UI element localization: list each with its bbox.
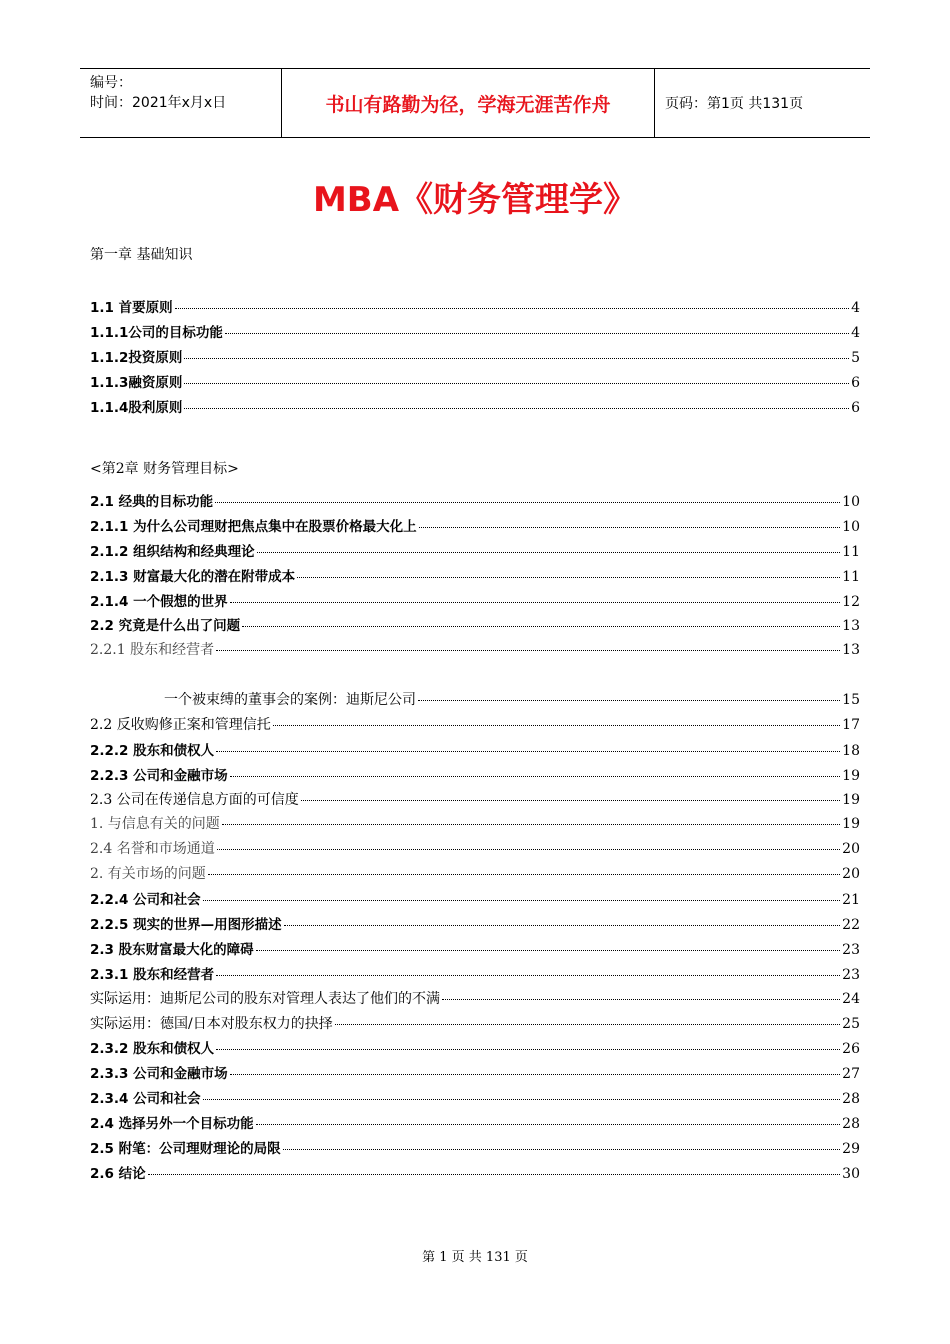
toc-leader-dots <box>203 1099 841 1100</box>
toc-entry-page: 30 <box>842 1165 860 1182</box>
header-table <box>80 68 870 138</box>
toc-entry-page: 19 <box>842 767 860 784</box>
chapter-2-heading: <第2章 财务管理目标> <box>90 461 239 477</box>
toc-entry-page: 11 <box>842 543 860 560</box>
toc-entry-page: 12 <box>842 593 860 610</box>
toc-leader-dots <box>148 1174 841 1175</box>
toc-entry-page: 20 <box>842 841 860 858</box>
toc-leader-dots <box>256 1124 841 1125</box>
toc-entry-label: 2.3 股东财富最大化的障碍 <box>90 941 254 958</box>
toc-entry-label: 2.1.4 一个假想的世界 <box>90 593 228 610</box>
toc-entry-page: 19 <box>842 816 860 833</box>
toc-entry[interactable] <box>90 1112 860 1137</box>
toc-entry[interactable] <box>90 1037 860 1062</box>
toc-leader-dots <box>283 1149 841 1150</box>
toc-entry-label: 2.3 公司在传递信息方面的可信度 <box>90 791 299 808</box>
toc-chapter-1 <box>90 296 860 420</box>
toc-entry[interactable] <box>90 789 860 814</box>
toc-leader-dots <box>184 358 849 359</box>
toc-entry-label: 2.3.4 公司和社会 <box>90 1091 201 1108</box>
toc-entry[interactable] <box>90 1087 860 1112</box>
toc-entry[interactable] <box>90 963 860 988</box>
toc-leader-dots <box>222 824 840 825</box>
toc-entry-page: 19 <box>842 791 860 808</box>
toc-entry-page: 24 <box>842 990 860 1007</box>
toc-leader-dots <box>230 602 841 603</box>
toc-entry[interactable] <box>90 764 860 789</box>
toc-chapter-2 <box>90 490 860 664</box>
toc-entry-page: 26 <box>842 1041 860 1058</box>
toc-entry[interactable] <box>90 590 860 615</box>
toc-entry-label: 1.1.3融资原则 <box>90 374 183 391</box>
toc-entry[interactable] <box>90 1062 860 1087</box>
header-motto: 书山有路勤为径，学海无涯苦作舟 <box>282 69 655 137</box>
document-title: MBA《财务管理学》 <box>312 180 638 220</box>
toc-entry-page: 6 <box>851 399 860 416</box>
toc-leader-dots <box>335 1024 840 1025</box>
toc-leader-dots <box>216 1049 840 1050</box>
toc-entry-label: 2.1.2 组织结构和经典理论 <box>90 543 255 560</box>
toc-leader-dots <box>208 874 840 875</box>
toc-leader-dots <box>184 383 849 384</box>
toc-entry-page: 21 <box>842 892 860 909</box>
toc-entry[interactable] <box>90 346 860 371</box>
toc-entry-page: 4 <box>851 300 860 316</box>
toc-entry[interactable] <box>90 888 860 913</box>
toc-entry-page: 28 <box>842 1091 860 1108</box>
toc-entry-page: 5 <box>851 349 860 366</box>
toc-entry[interactable] <box>90 1137 860 1162</box>
toc-entry-label: 1. 与信息有关的问题 <box>90 816 220 833</box>
toc-entry-label: 1.1.4股利原则 <box>90 399 183 416</box>
toc-entry[interactable] <box>90 371 860 396</box>
toc-leader-dots <box>175 308 849 309</box>
toc-entry-label: 2.6 结论 <box>90 1165 146 1182</box>
toc-entry[interactable] <box>90 714 860 739</box>
toc-entry-label: 2.2 反收购修正案和管理信托 <box>90 716 271 733</box>
toc-entry[interactable] <box>90 296 860 321</box>
toc-entry-label: 2.1.1 为什么公司理财把焦点集中在股票价格最大化上 <box>90 518 417 535</box>
toc-entry-page: 6 <box>851 374 860 391</box>
toc-entry-label: 实际运用：迪斯尼公司的股东对管理人表达了他们的不满 <box>90 990 440 1007</box>
toc-entry-label: 2.1 经典的目标功能 <box>90 494 214 510</box>
page-footer: 第 1 页 共 131 页 <box>422 1250 528 1265</box>
toc-entry-label: 1.1 首要原则 <box>90 300 173 316</box>
toc-entry[interactable] <box>90 614 860 639</box>
toc-entry-page: 10 <box>842 494 860 510</box>
toc-entry[interactable] <box>90 639 860 664</box>
toc-entry[interactable] <box>90 689 860 714</box>
toc-entry[interactable] <box>90 863 860 888</box>
toc-leader-dots <box>419 527 841 528</box>
toc-entry-label: 2.2.1 股东和经营者 <box>90 642 215 659</box>
toc-entry-page: 13 <box>842 618 860 635</box>
toc-entry-label: 2. 有关市场的问题 <box>90 866 206 883</box>
toc-entry-label: 2.2 究竟是什么出了问题 <box>90 618 241 635</box>
toc-entry-page: 20 <box>842 866 860 883</box>
toc-leader-dots <box>257 552 841 553</box>
toc-chapter-2-continued <box>90 689 860 1187</box>
toc-entry[interactable] <box>90 739 860 764</box>
toc-entry-page: 29 <box>842 1141 860 1158</box>
toc-leader-dots <box>225 333 849 334</box>
toc-entry-page: 25 <box>842 1015 860 1032</box>
toc-entry-label: 实际运用：德国/日本对股东权力的抉择 <box>90 1015 333 1032</box>
toc-leader-dots <box>216 975 840 976</box>
toc-leader-dots <box>217 849 840 850</box>
toc-entry[interactable] <box>90 540 860 565</box>
toc-entry-page: 13 <box>842 642 860 659</box>
toc-entry[interactable] <box>90 913 860 938</box>
toc-leader-dots <box>256 950 841 951</box>
toc-entry-label: 2.2.4 公司和社会 <box>90 892 201 909</box>
toc-entry-label: 2.2.5 现实的世界—用图形描述 <box>90 917 282 934</box>
toc-entry-label: 1.1.1公司的目标功能 <box>90 324 223 341</box>
toc-entry-label: 2.3.1 股东和经营者 <box>90 966 215 983</box>
header-left-cell <box>80 69 282 137</box>
toc-leader-dots <box>297 577 840 578</box>
toc-entry-page: 17 <box>842 716 860 733</box>
toc-entry-label: 2.2.3 公司和金融市场 <box>90 767 228 784</box>
toc-entry-page: 27 <box>842 1066 860 1083</box>
toc-entry-label: 2.3.2 股东和债权人 <box>90 1041 215 1058</box>
toc-entry[interactable] <box>90 565 860 590</box>
toc-entry[interactable] <box>90 1162 860 1187</box>
toc-entry-page: 11 <box>842 568 860 585</box>
toc-leader-dots <box>273 725 840 726</box>
toc-leader-dots <box>230 776 841 777</box>
toc-entry-page: 28 <box>842 1116 860 1133</box>
toc-entry[interactable] <box>90 838 860 863</box>
toc-entry-label: 2.3.3 公司和金融市场 <box>90 1066 228 1083</box>
header-page-info: 页码：第1页 共131页 <box>665 96 804 112</box>
toc-entry-label: 2.4 选择另外一个目标功能 <box>90 1116 254 1133</box>
toc-entry-label: 2.2.2 股东和债权人 <box>90 742 215 759</box>
toc-entry[interactable] <box>90 988 860 1013</box>
toc-leader-dots <box>284 925 841 926</box>
toc-entry-label: 一个被束缚的董事会的案例：迪斯尼公司 <box>164 692 416 708</box>
toc-entry-page: 23 <box>842 941 860 958</box>
toc-entry[interactable] <box>90 515 860 540</box>
toc-entry-page: 10 <box>842 518 860 535</box>
toc-leader-dots <box>442 999 840 1000</box>
toc-leader-dots <box>230 1074 841 1075</box>
toc-leader-dots <box>216 751 840 752</box>
document-number-label: 编号： <box>90 75 132 91</box>
document-time-label: 时间：2021年x月x日 <box>90 95 227 111</box>
toc-entry[interactable] <box>90 321 860 346</box>
chapter-1-heading: 第一章 基础知识 <box>90 247 193 263</box>
toc-entry-label: 2.5 附笔：公司理财理论的局限 <box>90 1141 281 1158</box>
toc-entry-label: 2.4 名誉和市场通道 <box>90 841 215 858</box>
toc-entry-page: 15 <box>842 692 860 708</box>
toc-entry[interactable] <box>90 490 860 515</box>
toc-entry[interactable] <box>90 938 860 963</box>
toc-entry-page: 18 <box>842 742 860 759</box>
toc-entry-page: 22 <box>842 917 860 934</box>
toc-entry-page: 23 <box>842 966 860 983</box>
toc-entry[interactable] <box>90 813 860 838</box>
toc-entry[interactable] <box>90 1013 860 1038</box>
toc-leader-dots <box>242 626 840 627</box>
toc-leader-dots <box>301 800 840 801</box>
toc-leader-dots <box>418 700 840 701</box>
toc-leader-dots <box>184 408 849 409</box>
toc-leader-dots <box>216 650 840 651</box>
toc-leader-dots <box>215 502 840 503</box>
toc-leader-dots <box>203 900 841 901</box>
toc-entry-label: 2.1.3 财富最大化的潜在附带成本 <box>90 568 296 585</box>
toc-entry-page: 4 <box>851 324 860 341</box>
toc-entry[interactable] <box>90 396 860 421</box>
toc-entry-label: 1.1.2投资原则 <box>90 349 183 366</box>
